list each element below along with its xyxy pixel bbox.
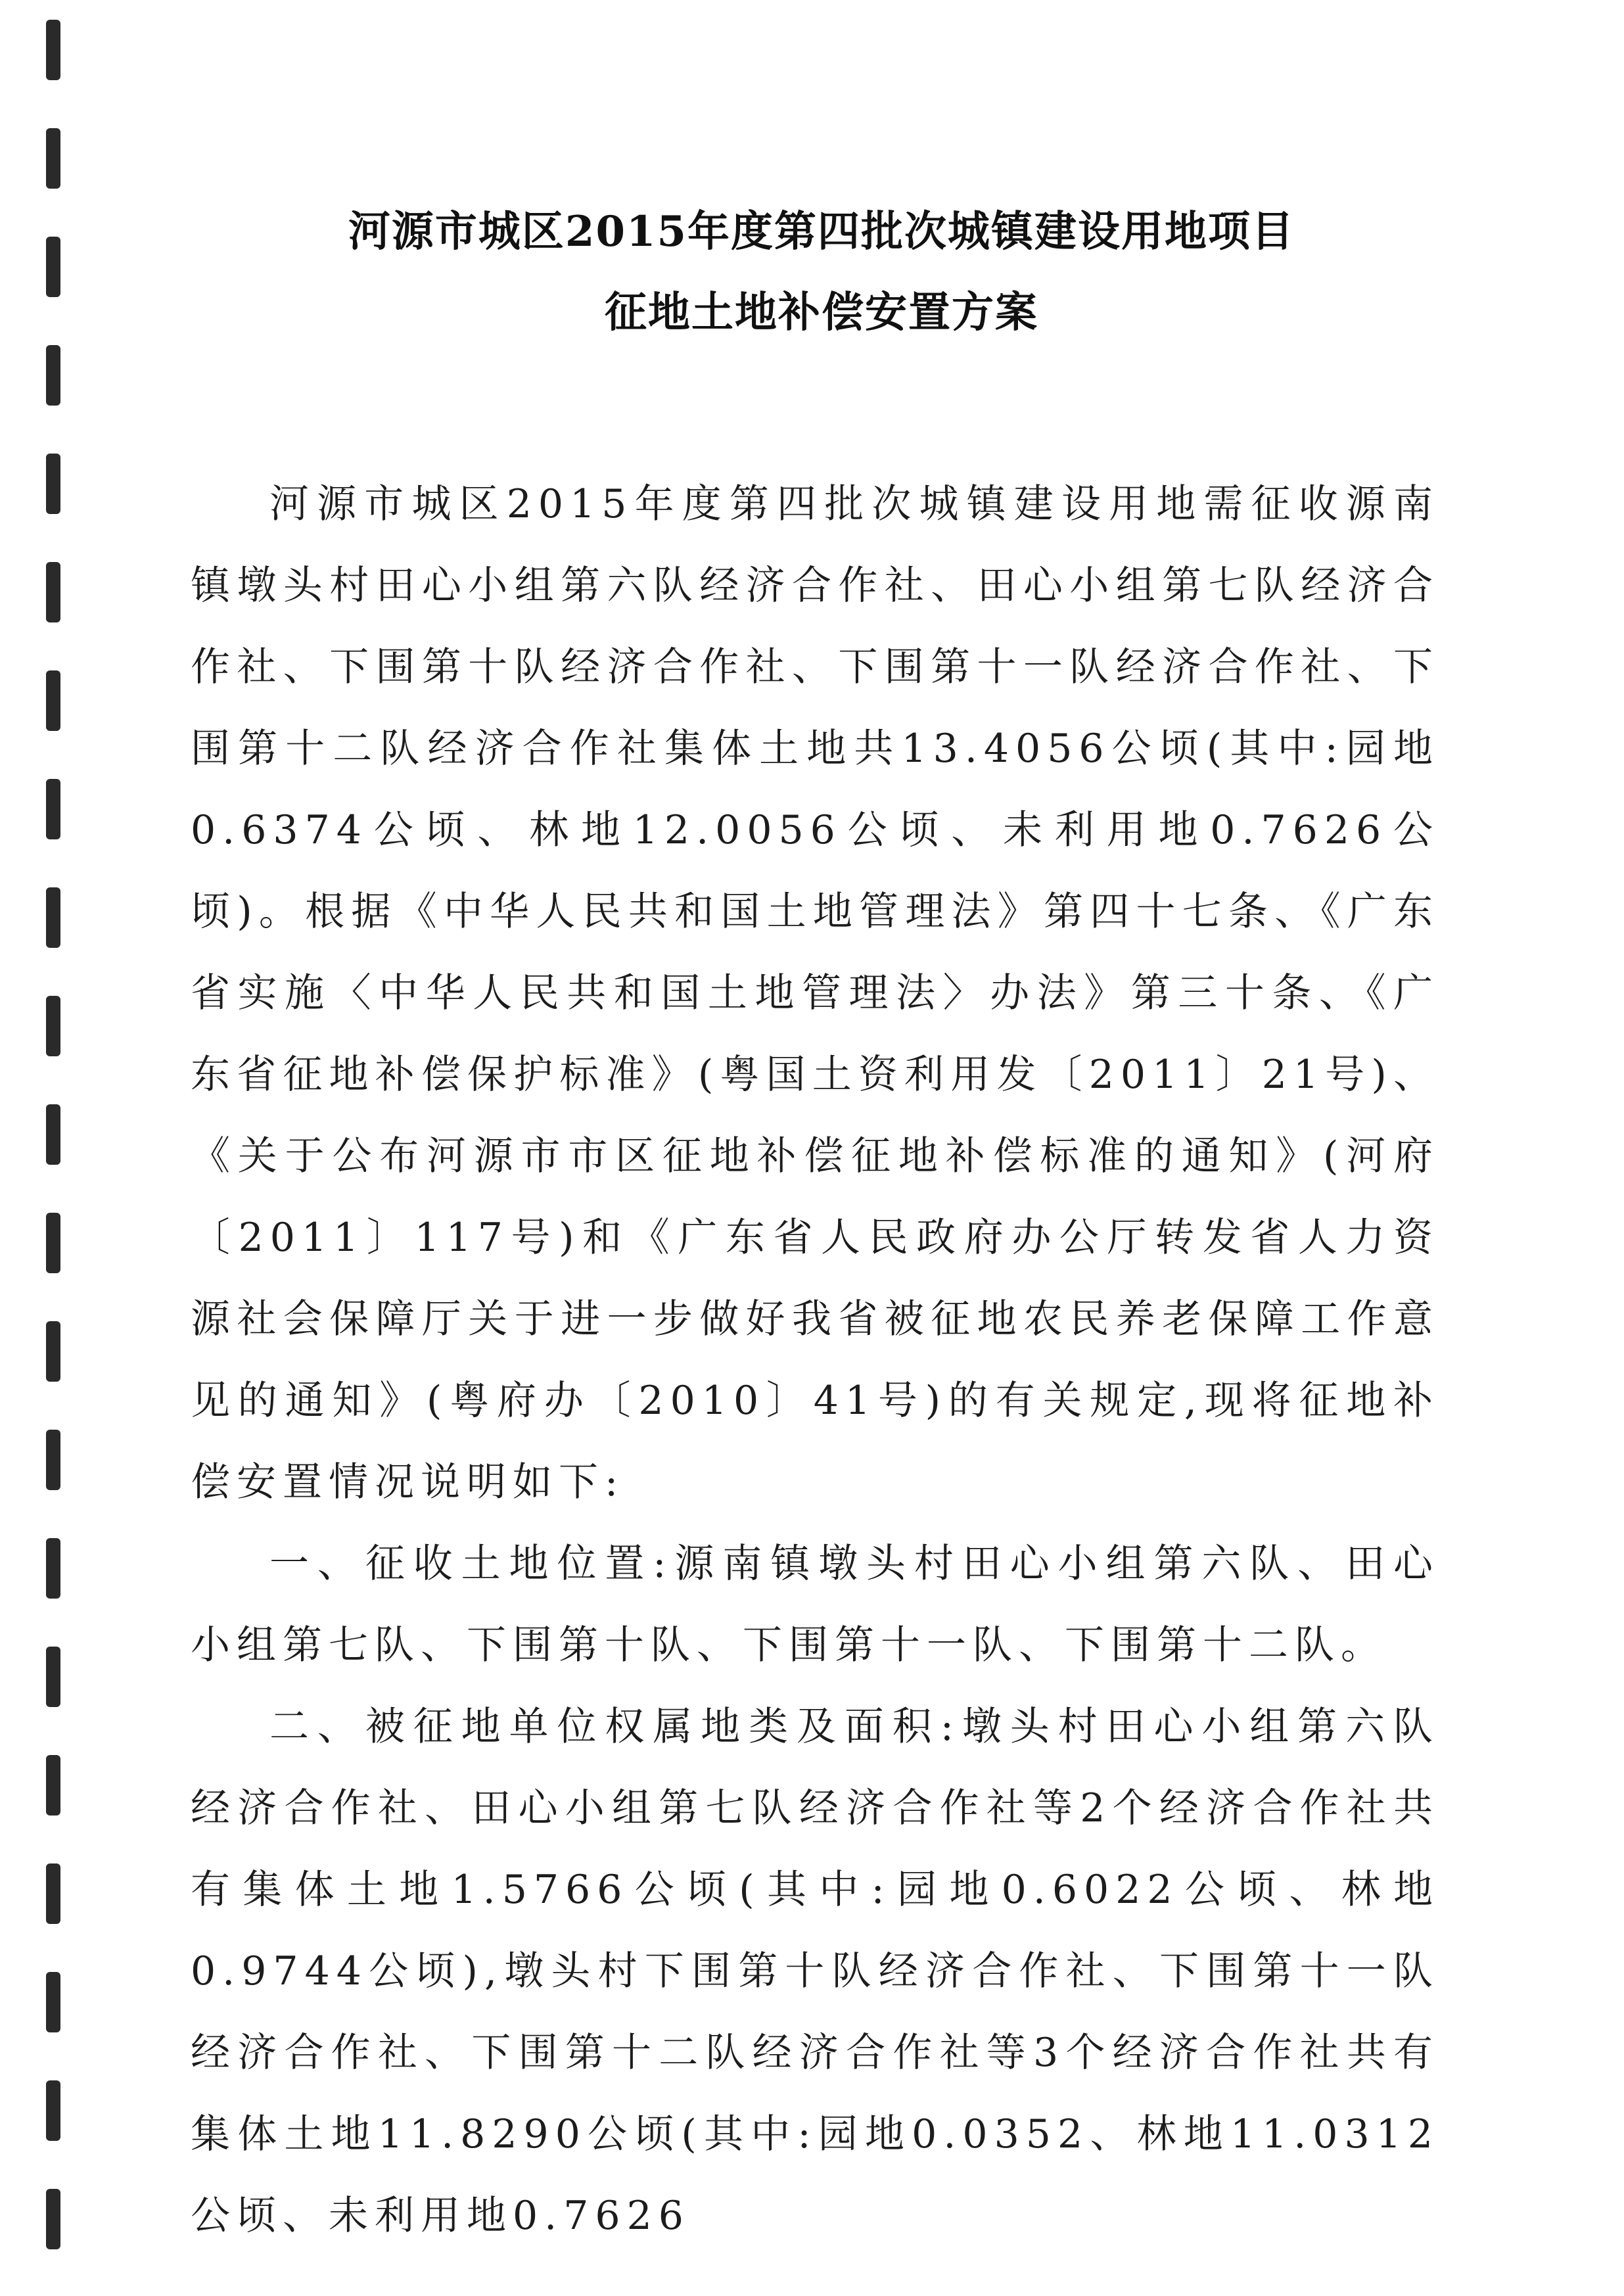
binding-hole xyxy=(46,20,60,80)
document-title-line-2: 征地土地补偿安置方案 xyxy=(605,288,1038,337)
section-2-land-area: 二、被征地单位权属地类及面积:墩头村田心小组第六队经济合作社、田心小组第七队经济合作社等2个经济合作社共有集体土地1.5766公顷(其中:园地0.6022公顷、林地0.9744公顷),墩头村下围第十队经济合作社、下围第十一队经济合作社、下围第十二队经济合作社等3个经济合作社共有集体土地11.8290公顷(其中:园地0.0352、林地11.0312公顷、未利用地0.7626 xyxy=(191,1704,1439,2239)
section-1-location: 一、征收土地位置:源南镇墩头村田心小组第六队、田心小组第七队、下围第十队、下围第十一队、下围第十二队。 xyxy=(191,1541,1439,1668)
binding-hole xyxy=(46,996,60,1056)
binding-hole xyxy=(46,1430,60,1490)
binding-hole xyxy=(46,562,60,622)
binding-hole xyxy=(46,1755,60,1816)
binding-hole xyxy=(46,1213,60,1273)
binding-hole xyxy=(46,128,60,189)
binding-hole xyxy=(46,2189,60,2249)
binding-hole xyxy=(46,887,60,948)
binding-hole xyxy=(46,1972,60,2032)
binding-hole xyxy=(46,779,60,839)
binding-hole xyxy=(46,1104,60,1165)
binding-hole xyxy=(46,2080,60,2141)
binding-hole xyxy=(46,345,60,406)
binding-hole xyxy=(46,237,60,297)
binding-hole xyxy=(46,1321,60,1382)
document-body xyxy=(191,463,1439,2257)
binding-hole xyxy=(46,1647,60,1707)
binding-hole xyxy=(46,670,60,731)
binding-hole xyxy=(46,1538,60,1599)
binding-hole xyxy=(46,454,60,514)
document-title-line-1: 河源市城区2015年度第四批次城镇建设用地项目 xyxy=(348,207,1295,256)
intro-paragraph: 河源市城区2015年度第四批次城镇建设用地需征收源南镇墩头村田心小组第六队经济合作社、田心小组第七队经济合作社、下围第十队经济合作社、下围第十一队经济合作社、下围第十二队经济合作社集体土地共13.4056公顷(其中:园地0.6374公顷、林地12.0056公顷、未利用地0.7626公顷)。根据《中华人民共和国土地管理法》第四十七条、《广东省实施〈中华人民共和国土地管理法〉办法》第三十条、《广东省征地补偿保护标准》(粤国土资利用发〔2011〕21号)、《关于公布河源市市区征地补偿征地补偿标准的通知》(河府〔2011〕117号)和《广东省人民政府办公厅转发省人力资源社会保障厅关于进一步做好我省被征地农民养老保障工作意见的通知》(粤府办〔2010〕41号)的有关规定,现将征地补偿安置情况说明如下: xyxy=(191,481,1439,1505)
binding-edge xyxy=(0,0,92,2296)
binding-hole xyxy=(46,1863,60,1924)
